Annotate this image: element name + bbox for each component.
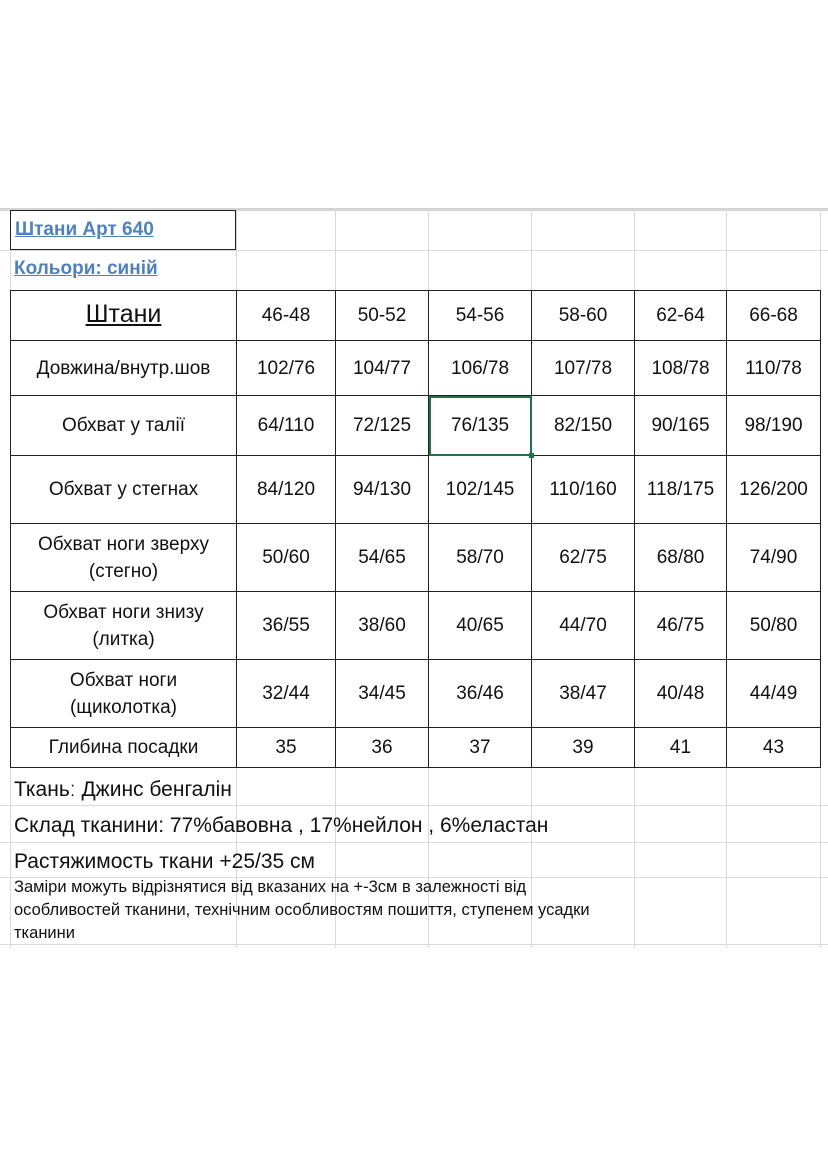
stretch-note[interactable]: Растяжимость ткани +25/35 см xyxy=(14,850,315,873)
table-cell[interactable]: 104/77 xyxy=(336,341,429,396)
size-header-row xyxy=(11,291,821,341)
gridline xyxy=(0,805,828,806)
row-label-line: (стегно) xyxy=(88,560,159,582)
table-cell[interactable]: 72/125 xyxy=(336,396,429,456)
table-cell[interactable]: 94/130 xyxy=(336,456,429,524)
table-cell[interactable]: 50/60 xyxy=(237,524,336,592)
table-cell[interactable]: 54/65 xyxy=(336,524,429,592)
size-header[interactable]: 66-68 xyxy=(727,291,821,341)
gridline xyxy=(0,250,828,251)
table-cell[interactable]: 126/200 xyxy=(727,456,821,524)
table-cell[interactable]: 106/78 xyxy=(429,341,532,396)
table-row xyxy=(11,341,821,396)
table-row xyxy=(11,660,821,728)
row-label[interactable]: Довжина/внутр.шов xyxy=(11,341,237,396)
row-label[interactable]: Обхват у талії xyxy=(11,396,237,456)
table-cell[interactable]: 43 xyxy=(727,728,821,768)
table-cell[interactable]: 84/120 xyxy=(237,456,336,524)
table-row xyxy=(11,456,821,524)
table-cell[interactable]: 90/165 xyxy=(635,396,727,456)
gridline xyxy=(0,842,828,843)
table-cell[interactable]: 46/75 xyxy=(635,592,727,660)
row-label-line: Обхват ноги знизу xyxy=(43,601,204,623)
cell-value: 76/135 xyxy=(450,415,510,436)
table-cell[interactable]: 35 xyxy=(237,728,336,768)
composition-note[interactable]: Склад тканини: 77%бавовна , 17%нейлон , 6%еластан xyxy=(14,814,549,837)
table-cell[interactable]: 102/76 xyxy=(237,341,336,396)
table-cell[interactable]: 40/48 xyxy=(635,660,727,728)
table-cell[interactable]: 44/49 xyxy=(727,660,821,728)
colors-link[interactable]: Кольори: синій xyxy=(14,258,158,279)
table-cell[interactable]: 39 xyxy=(532,728,635,768)
fill-handle[interactable] xyxy=(529,453,534,458)
table-cell[interactable]: 62/75 xyxy=(532,524,635,592)
product-title[interactable]: Штани Арт 640 xyxy=(15,219,154,240)
table-cell[interactable]: 118/175 xyxy=(635,456,727,524)
table-cell[interactable]: 41 xyxy=(635,728,727,768)
row-label-line: (литка) xyxy=(92,628,155,650)
table-cell[interactable]: 38/47 xyxy=(532,660,635,728)
table-row xyxy=(11,396,821,456)
table-cell[interactable]: 64/110 xyxy=(237,396,336,456)
row-label-line: Обхват ноги xyxy=(69,669,178,691)
table-cell[interactable]: 38/60 xyxy=(336,592,429,660)
table-cell[interactable]: 82/150 xyxy=(532,396,635,456)
table-cell[interactable]: 74/90 xyxy=(727,524,821,592)
colors-cell[interactable] xyxy=(14,258,158,280)
table-row xyxy=(11,592,821,660)
table-cell[interactable]: 98/190 xyxy=(727,396,821,456)
table-row xyxy=(11,524,821,592)
table-cell[interactable]: 36/55 xyxy=(237,592,336,660)
size-table xyxy=(10,290,821,768)
table-cell[interactable]: 40/65 xyxy=(429,592,532,660)
table-cell[interactable]: 102/145 xyxy=(429,456,532,524)
row-label[interactable]: Обхват у стегнах xyxy=(11,456,237,524)
table-cell[interactable]: 108/78 xyxy=(635,341,727,396)
row-label-line: Обхват ноги зверху xyxy=(38,533,209,555)
header-label-cell[interactable] xyxy=(11,291,237,341)
row-label[interactable] xyxy=(11,660,237,728)
size-header[interactable]: 50-52 xyxy=(336,291,429,341)
table-cell[interactable]: 34/45 xyxy=(336,660,429,728)
table-cell[interactable]: 68/80 xyxy=(635,524,727,592)
selected-cell[interactable] xyxy=(429,396,532,456)
disclaimer-note[interactable]: Заміри можуть відрізнятися від вказаних на +-3см в залежності від особливостей тканини, технічним особливостям пошиття, ступенем усадки тканини xyxy=(14,878,590,942)
header-label: Штани xyxy=(85,300,162,328)
table-cell[interactable]: 37 xyxy=(429,728,532,768)
row-label[interactable]: Глибина посадки xyxy=(11,728,237,768)
table-cell[interactable]: 58/70 xyxy=(429,524,532,592)
size-header[interactable]: 46-48 xyxy=(237,291,336,341)
size-header[interactable]: 58-60 xyxy=(532,291,635,341)
size-header[interactable]: 62-64 xyxy=(635,291,727,341)
table-cell[interactable]: 32/44 xyxy=(237,660,336,728)
title-cell[interactable] xyxy=(10,210,236,250)
row-label-line: (щиколотка) xyxy=(69,696,178,718)
table-cell[interactable]: 110/78 xyxy=(727,341,821,396)
table-cell[interactable]: 107/78 xyxy=(532,341,635,396)
row-label[interactable] xyxy=(11,592,237,660)
fabric-note[interactable]: Тканьː Джинс бенгалін xyxy=(14,778,232,801)
table-cell[interactable]: 44/70 xyxy=(532,592,635,660)
table-cell[interactable]: 36/46 xyxy=(429,660,532,728)
spreadsheet xyxy=(0,208,828,948)
table-row xyxy=(11,728,821,768)
table-cell[interactable]: 50/80 xyxy=(727,592,821,660)
table-cell[interactable]: 36 xyxy=(336,728,429,768)
size-header[interactable]: 54-56 xyxy=(429,291,532,341)
row-label[interactable] xyxy=(11,524,237,592)
table-cell[interactable]: 110/160 xyxy=(532,456,635,524)
